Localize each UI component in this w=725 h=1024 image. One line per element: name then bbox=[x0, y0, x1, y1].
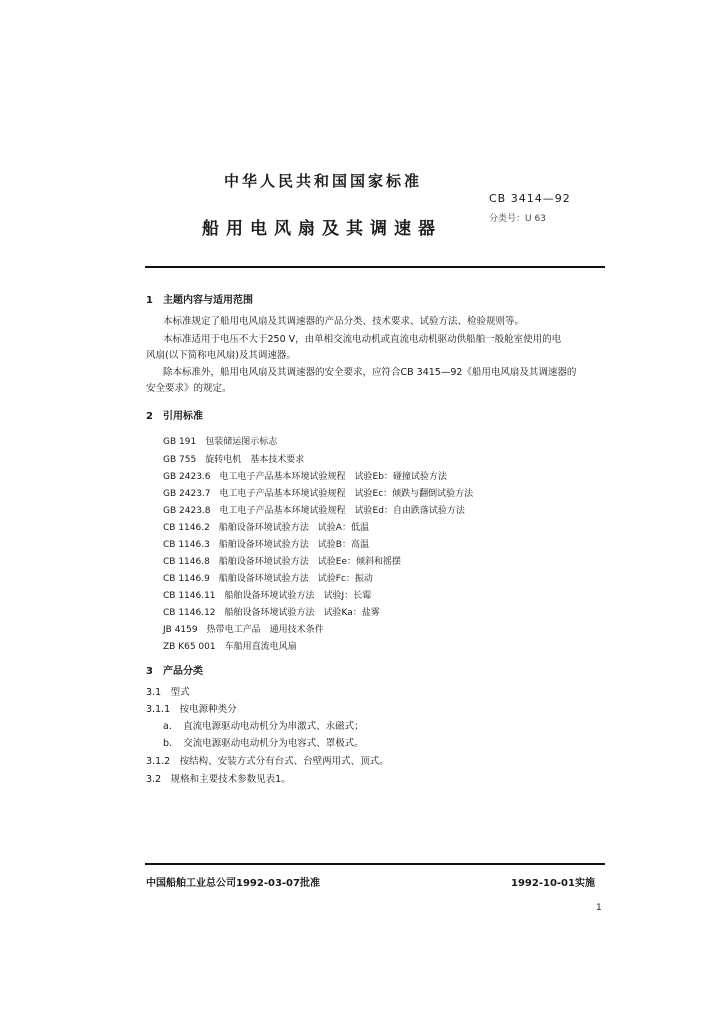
section-3-1-heading: 3.1 型式 bbox=[146, 687, 190, 698]
reference-standard-item: CB 1146.8 船舶设备环境试验方法 试验Ee：倾斜和摇摆 bbox=[163, 557, 402, 567]
national-standard-title: 中华人民共和国国家标准 bbox=[224, 172, 423, 190]
reference-standard-item: GB 2423.6 电工电子产品基本环境试验规程 试验Eb：碰撞试验方法 bbox=[163, 472, 447, 482]
page-number: 1 bbox=[596, 903, 602, 913]
section-2-heading: 2 引用标准 bbox=[146, 411, 203, 422]
document-title: 船用电风扇及其调速器 bbox=[202, 219, 442, 239]
approval-statement: 中国船舶工业总公司1992-03-07批准 bbox=[146, 878, 320, 889]
reference-standard-item: GB 191 包装储运图示标志 bbox=[163, 437, 278, 447]
standard-code: CB 3414—92 bbox=[489, 192, 571, 205]
reference-standard-item: ZB K65 001 车船用直流电风扇 bbox=[163, 642, 297, 652]
header-divider bbox=[145, 266, 605, 268]
section-3-heading: 3 产品分类 bbox=[146, 666, 203, 677]
section-3-1-2-text: 3.1.2 按结构、安装方式分有台式、台壁两用式、顶式。 bbox=[146, 756, 389, 767]
reference-standard-item: GB 2423.8 电工电子产品基本环境试验规程 试验Ed：自由跌落试验方法 bbox=[163, 506, 465, 516]
section-1-paragraph-3-line-2: 安全要求》的规定。 bbox=[146, 383, 232, 394]
reference-standard-item: CB 1146.9 船舶设备环境试验方法 试验Fc：振动 bbox=[163, 574, 373, 584]
section-1-heading: 1 主题内容与适用范围 bbox=[146, 295, 253, 306]
reference-standard-item: GB 2423.7 电工电子产品基本环境试验规程 试验Ec：倾跌与翻倒试验方法 bbox=[163, 489, 474, 499]
reference-standard-item: JB 4159 热带电工产品 通用技术条件 bbox=[163, 625, 324, 635]
reference-standard-item: CB 1146.2 船舶设备环境试验方法 试验A：低温 bbox=[163, 523, 369, 533]
section-1-paragraph-1: 本标准规定了船用电风扇及其调速器的产品分类、技术要求、试验方法、检验规则等。 bbox=[163, 316, 525, 327]
reference-standard-item: CB 1146.12 船舶设备环境试验方法 试验Ka：盐雾 bbox=[163, 608, 380, 618]
reference-standard-item: CB 1146.11 船舶设备环境试验方法 试验J：长霉 bbox=[163, 591, 372, 601]
reference-standard-item: CB 1146.3 船舶设备环境试验方法 试验B：高温 bbox=[163, 540, 369, 550]
list-item-b: b． 交流电源驱动电动机分为电容式、罩极式。 bbox=[163, 738, 364, 749]
section-3-1-1-heading: 3.1.1 按电源种类分 bbox=[146, 704, 237, 715]
section-1-paragraph-3-line-1: 除本标准外，船用电风扇及其调速器的安全要求，应符合CB 3415—92《船用电风扇及其调速器的 bbox=[163, 367, 577, 378]
section-1-paragraph-2-line-2: 风扇(以下简称电风扇)及其调速器。 bbox=[146, 350, 296, 361]
footer-divider bbox=[145, 863, 605, 865]
implementation-date: 1992-10-01实施 bbox=[511, 878, 595, 889]
section-1-paragraph-2-line-1: 本标准适用于电压不大于250 V，由单相交流电动机或直流电动机驱动供船舶一般舱室使用的电 bbox=[163, 334, 562, 345]
list-item-a: a． 直流电源驱动电动机分为串激式、永磁式； bbox=[163, 721, 364, 732]
section-3-2-text: 3.2 规格和主要技术参数见表1。 bbox=[146, 774, 291, 785]
reference-standard-item: GB 755 旋转电机 基本技术要求 bbox=[163, 455, 305, 465]
classification-number: 分类号：U 63 bbox=[489, 214, 546, 224]
